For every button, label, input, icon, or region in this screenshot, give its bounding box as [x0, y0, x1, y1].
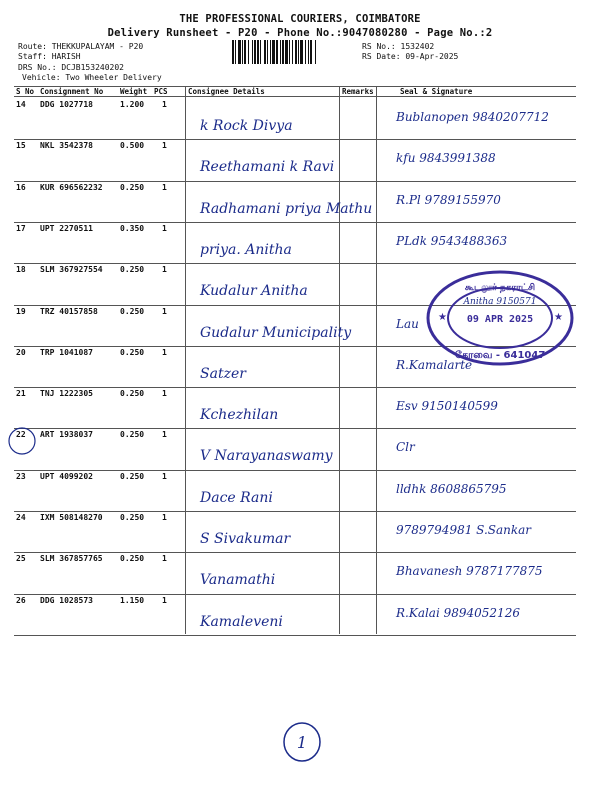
row-sno: 16: [16, 183, 26, 192]
barcode-graphic: [232, 40, 357, 64]
row-consignee-handwriting: Vanamathi: [200, 572, 276, 588]
row-consignment-no: IXM 508148270: [40, 513, 103, 522]
row-consignee-handwriting: Radhamani priya Mathu: [200, 201, 373, 217]
row-signature-handwriting: Lau: [396, 317, 419, 331]
row-consignment-no: KUR 696562232: [40, 183, 103, 192]
row-divider: [14, 428, 576, 429]
row-pcs: 1: [162, 265, 167, 274]
row-sno: 24: [16, 513, 26, 522]
col-header-sno: S No: [16, 87, 35, 96]
header-bottom-rule: [14, 96, 576, 97]
row-sno: 23: [16, 472, 26, 481]
row-consignment-no: UPT 4099202: [40, 472, 93, 481]
row-weight: 1.200: [120, 100, 145, 109]
row-consignee-handwriting: Kchezhilan: [200, 407, 279, 423]
row-weight: 0.250: [120, 307, 145, 316]
vehicle-label: Vehicle: Two Wheeler Delivery: [22, 73, 162, 82]
row-signature-handwriting: kfu 9843991388: [396, 151, 496, 165]
rs-date: RS Date: 09-Apr-2025: [362, 52, 459, 61]
row-weight: 0.350: [120, 224, 145, 233]
row-pcs: 1: [162, 554, 167, 563]
row-pcs: 1: [162, 141, 167, 150]
row-signature-handwriting: Bublanopen 9840207712: [396, 110, 549, 124]
col-header-weight: Weight: [120, 87, 148, 96]
row-consignment-no: SLM 367857765: [40, 554, 103, 563]
row-signature-handwriting: Esv 9150140599: [396, 399, 498, 413]
table-top-rule: [14, 86, 576, 87]
row-signature-handwriting: PLdk 9543488363: [396, 234, 508, 248]
row-pcs: 1: [162, 513, 167, 522]
row-sno: 21: [16, 389, 26, 398]
row-signature-handwriting: lldhk 8608865795: [396, 482, 507, 496]
row-sno: 26: [16, 596, 26, 605]
svg-text:Anitha 9150571: Anitha 9150571: [463, 297, 537, 307]
col-header-pcs: PCS: [154, 87, 168, 96]
row-signature-handwriting: Clr: [396, 440, 415, 454]
row-weight: 0.250: [120, 389, 145, 398]
row-consignment-no: NKL 3542378: [40, 141, 93, 150]
row-sno: 20: [16, 348, 26, 357]
row-divider: [14, 181, 576, 182]
row-sno: 17: [16, 224, 26, 233]
row-consignment-no: SLM 367927554: [40, 265, 103, 274]
col-header-remarks: Remarks: [342, 87, 374, 96]
svg-text:★: ★: [438, 312, 447, 323]
row-consignee-handwriting: Kamaleveni: [200, 614, 283, 630]
row-consignment-no: UPT 2270511: [40, 224, 93, 233]
row-weight: 0.250: [120, 183, 145, 192]
row-sno: 14: [16, 100, 26, 109]
row-sno: 19: [16, 307, 26, 316]
row-divider: [14, 594, 576, 595]
row-consignment-no: DDG 1027718: [40, 100, 93, 109]
row-consignment-no: TRP 1041087: [40, 348, 93, 357]
row-consignee-handwriting: V Narayanaswamy: [200, 448, 333, 464]
row-pcs: 1: [162, 100, 167, 109]
row-pcs: 1: [162, 348, 167, 357]
row-divider: [14, 635, 576, 636]
row-consignee-handwriting: S Sivakumar: [200, 531, 291, 547]
row-pcs: 1: [162, 224, 167, 233]
row-weight: 1.150: [120, 596, 145, 605]
row-consignment-no: DDG 1028573: [40, 596, 93, 605]
rs-number: RS No.: 1532402: [362, 42, 435, 51]
row-pcs: 1: [162, 389, 167, 398]
row-weight: 0.250: [120, 430, 145, 439]
row-divider: [14, 387, 576, 388]
row-consignee-handwriting: Kudalur Anitha: [200, 283, 308, 299]
company-title: THE PROFESSIONAL COURIERS, COIMBATORE: [179, 13, 421, 25]
row-signature-handwriting: R.Kamalarte: [396, 358, 473, 372]
row-weight: 0.250: [120, 265, 145, 274]
svg-text:கூடலூர் நகராட்சி: கூடலூர் நகராட்சி: [464, 283, 536, 293]
svg-text:09 APR 2025: 09 APR 2025: [466, 314, 534, 325]
row-weight: 0.500: [120, 141, 145, 150]
row-weight: 0.250: [120, 554, 145, 563]
staff-label: Staff: HARISH: [18, 52, 81, 61]
row-sno: 18: [16, 265, 26, 274]
row-weight: 0.250: [120, 513, 145, 522]
row-sno: 25: [16, 554, 26, 563]
row-signature-handwriting: R.Pl 9789155970: [396, 193, 501, 207]
row-divider: [14, 139, 576, 140]
row-22-circle-mark: [7, 426, 37, 456]
row-weight: 0.250: [120, 472, 145, 481]
row-pcs: 1: [162, 596, 167, 605]
row-sno: 22: [16, 430, 26, 439]
row-consignee-handwriting: k Rock Divya: [200, 118, 293, 134]
row-consignee-handwriting: priya. Anitha: [200, 242, 292, 258]
col-header-seal: Seal & Signature: [400, 87, 473, 96]
row-pcs: 1: [162, 307, 167, 316]
drs-number: DRS No.: DCJB153240202: [18, 63, 124, 72]
row-signature-handwriting: 9789794981 S.Sankar: [396, 523, 532, 537]
row-consignee-handwriting: Satzer: [200, 366, 246, 382]
row-divider: [14, 470, 576, 471]
svg-text:கோவை - 641047: கோவை - 641047: [454, 350, 546, 361]
row-sno: 15: [16, 141, 26, 150]
col-header-consignee: Consignee Details: [188, 87, 265, 96]
row-weight: 0.250: [120, 348, 145, 357]
page-number-mark: [280, 720, 324, 764]
col-header-consignment: Consignment No: [40, 87, 104, 96]
row-consignee-handwriting: Reethamani k Ravi: [200, 159, 335, 175]
row-divider: [14, 222, 576, 223]
row-consignee-handwriting: Gudalur Municipality: [200, 325, 352, 341]
municipality-stamp: [418, 262, 578, 372]
row-consignment-no: TNJ 1222305: [40, 389, 93, 398]
row-divider: [14, 511, 576, 512]
row-divider: [14, 552, 576, 553]
row-pcs: 1: [162, 472, 167, 481]
row-pcs: 1: [162, 183, 167, 192]
svg-text:★: ★: [554, 312, 563, 323]
row-signature-handwriting: Bhavanesh 9787177875: [396, 564, 543, 578]
runsheet-subtitle: Delivery Runsheet - P20 - Phone No.:9047080280 - Page No.:2: [107, 27, 493, 39]
row-pcs: 1: [162, 430, 167, 439]
row-consignee-handwriting: Dace Rani: [200, 490, 273, 506]
row-consignment-no: TRZ 40157858: [40, 307, 98, 316]
route-label: Route: THEKKUPALAYAM - P20: [18, 42, 144, 51]
row-consignment-no: ART 1938037: [40, 430, 93, 439]
row-signature-handwriting: R.Kalai 9894052126: [396, 606, 520, 620]
svg-text:1: 1: [296, 733, 308, 752]
